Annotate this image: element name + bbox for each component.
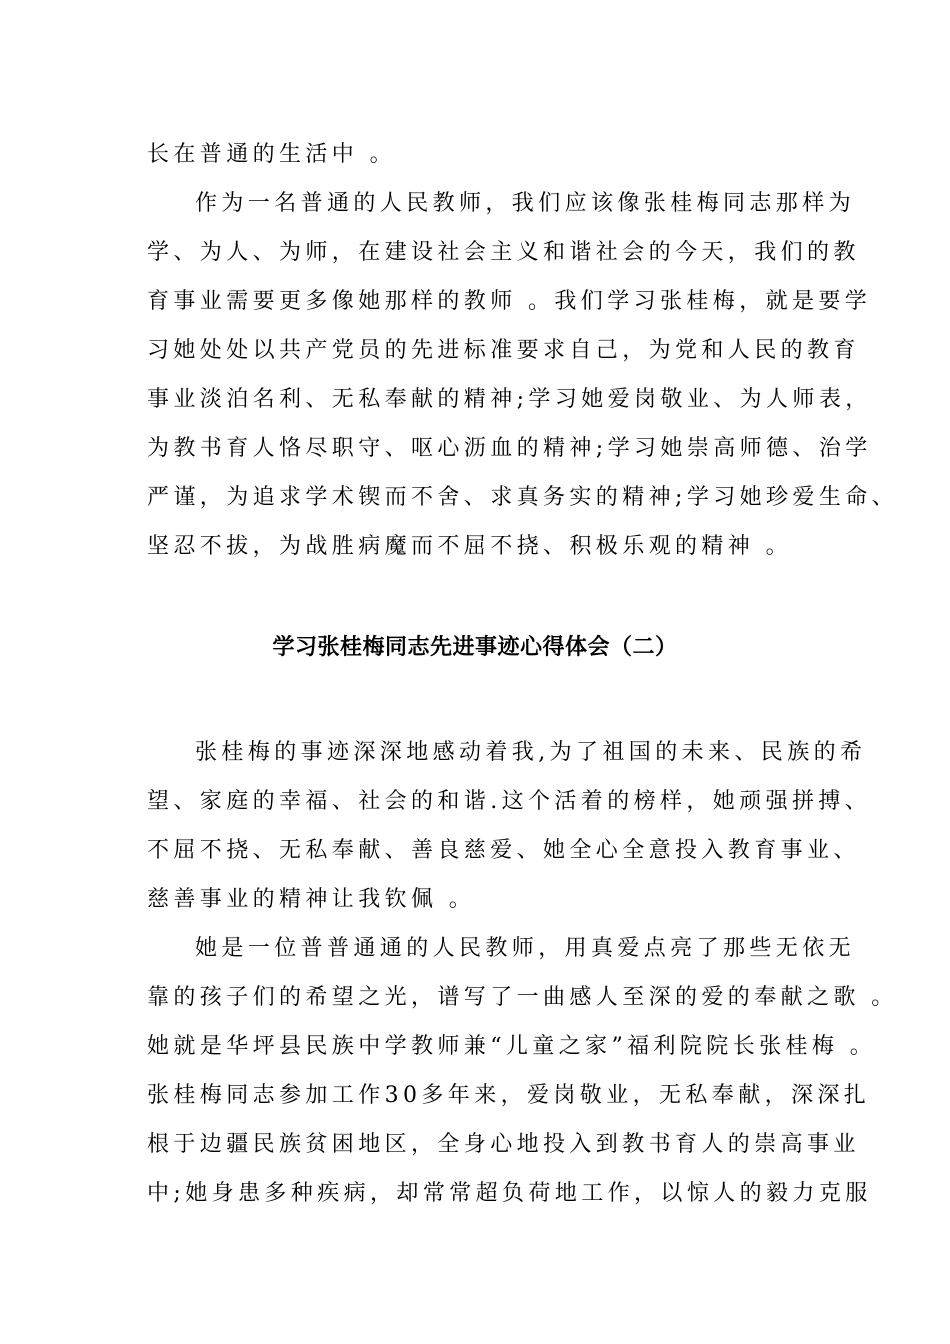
paragraph-line: 中;她身患多种疾病，却常常超负荷地工作，以惊人的毅力克服 [147,1181,872,1206]
paragraph-line: 望、家庭的幸福、社会的和谐.这个活着的榜样，她顽强拼搏、 [147,789,872,814]
paragraph-line: 她是一位普普通通的人民教师，用真爱点亮了那些无依无 [195,936,856,961]
paragraph-line: 靠的孩子们的希望之光，谱写了一曲感人至深的爱的奉献之歌 。 [147,985,898,1010]
paragraph-line: 不屈不挠、无私奉献、善良慈爱、她全心全意投入教育事业、 [147,838,860,863]
paragraph-line: 张桂梅的事迹深深地感动着我,为了祖国的未来、民族的希 [195,740,867,765]
paragraph-line: 事业淡泊名利、无私奉献的精神;学习她爱岗敬业、为人师表， [147,387,872,412]
paragraph-line: 张桂梅同志参加工作30多年来，爱岗敬业，无私奉献，深深扎 [147,1083,871,1108]
section-heading: 学习张桂梅同志先进事迹心得体会（二） [272,635,678,660]
paragraph-line: 作为一名普通的人民教师，我们应该像张桂梅同志那样为 [195,191,856,216]
paragraph-line: 她就是华坪县民族中学教师兼“儿童之家”福利院院长张桂梅 。 [147,1034,877,1059]
paragraph-line: 长在普通的生活中 。 [147,142,396,167]
paragraph-line: 坚忍不拔，为战胜病魔而不屈不挠、积极乐观的精神 。 [147,534,792,559]
paragraph-line: 严谨，为追求学术锲而不舍、求真务实的精神;学习她珍爱生命、 [147,485,899,510]
paragraph-line: 为教书育人恪尽职守、呕心沥血的精神;学习她崇高师德、治学 [147,436,872,461]
paragraph-line: 慈善事业的精神让我钦佩 。 [147,887,476,912]
paragraph-line: 学、为人、为师，在建设社会主义和谐社会的今天，我们的教 [147,240,860,265]
paragraph-line: 习她处处以共产党员的先进标准要求自己，为党和人民的教育 [147,338,860,363]
body-text-section-2 [147,728,898,1218]
body-text-section-1 [147,130,899,571]
paragraph-line: 育事业需要更多像她那样的教师 。我们学习张桂梅，就是要学 [147,289,872,314]
paragraph-line: 根于边疆民族贫困地区，全身心地投入到教书育人的崇高事业 [147,1132,860,1157]
